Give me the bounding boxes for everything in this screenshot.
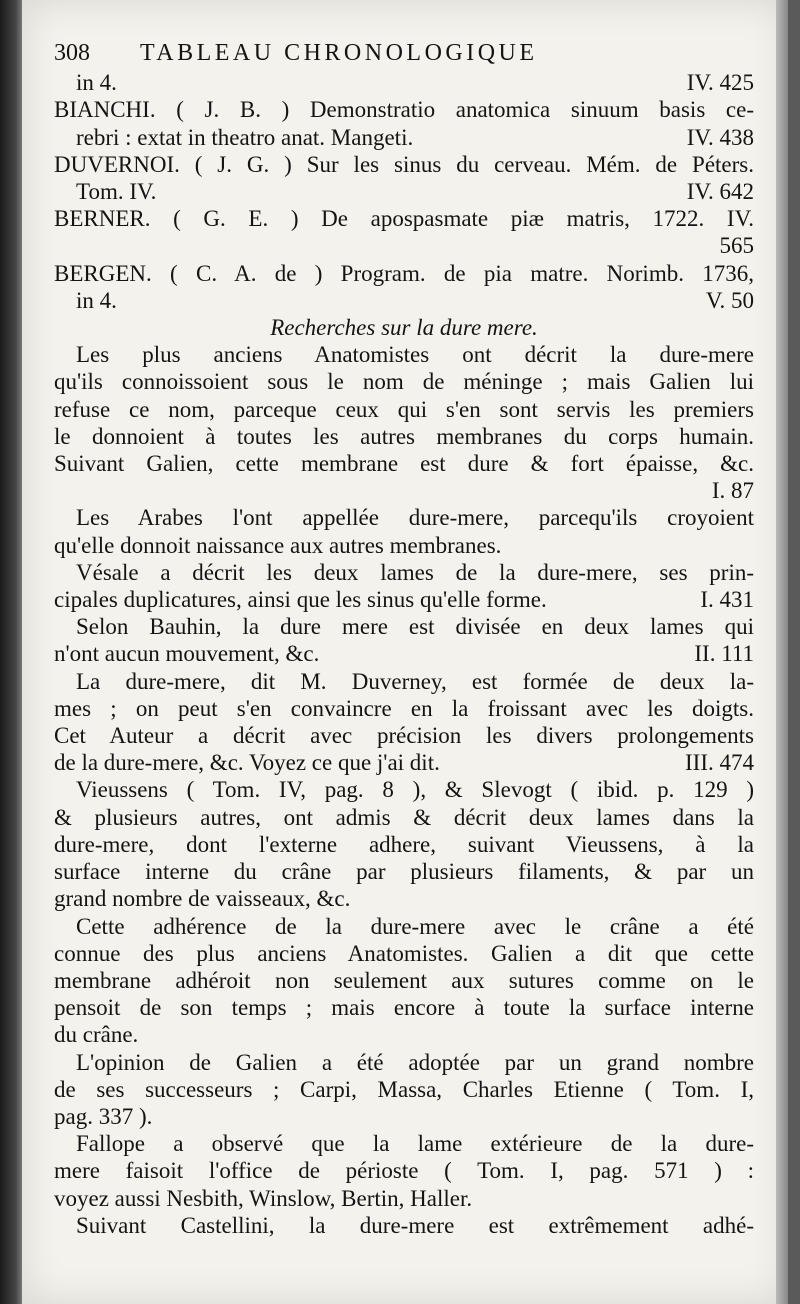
text-line bbox=[54, 1185, 754, 1212]
line-text: pensoit de son temps ; mais encore à toute la surface interne bbox=[54, 995, 754, 1021]
line-text: pag. 337 ). bbox=[54, 1103, 153, 1129]
text-line bbox=[54, 1130, 754, 1157]
book-spine-shadow bbox=[0, 0, 22, 1304]
line-text: cipales duplicatures, ainsi que les sinus qu'elle forme. bbox=[54, 587, 547, 613]
line-text: du crâne. bbox=[54, 1022, 139, 1048]
text-line bbox=[54, 178, 754, 205]
text-line bbox=[54, 314, 754, 341]
text-line bbox=[54, 69, 754, 96]
text-line bbox=[54, 96, 754, 123]
line-text: in 4. bbox=[76, 70, 117, 96]
line-text: membrane adhéroit non seulement aux sutures comme on le bbox=[54, 967, 754, 993]
text-line bbox=[54, 668, 754, 695]
line-text: Vieussens ( Tom. IV, pag. 8 ), & Slevogt ( ibid. p. 129 ) bbox=[76, 777, 754, 803]
page-reference: V. 50 bbox=[705, 287, 754, 313]
text-line bbox=[54, 913, 754, 940]
body-text bbox=[54, 69, 754, 1239]
text-line bbox=[54, 804, 754, 831]
line-text: L'opinion de Galien a été adoptée par un grand nombre bbox=[76, 1049, 754, 1075]
text-line bbox=[54, 885, 754, 912]
line-text: rebri : extat in theatro anat. Mangeti. bbox=[76, 124, 414, 150]
text-line bbox=[54, 368, 754, 395]
line-text: Vésale a décrit les deux lames de la dure-mere, ses prin- bbox=[76, 559, 754, 585]
line-text: mes ; on peut s'en convaincre en la froissant avec les doigts. bbox=[54, 695, 754, 721]
line-text: Cette adhérence de la dure-mere avec le crâne a été bbox=[76, 913, 754, 939]
text-line bbox=[54, 559, 754, 586]
line-text: surface interne du crâne par plusieurs filaments, & par un bbox=[54, 859, 754, 885]
line-text: mere faisoit l'office de périoste ( Tom. I, pag. 571 ) : bbox=[54, 1158, 754, 1184]
line-text: qu'ils connoissoient sous le nom de méninge ; mais Galien lui bbox=[54, 369, 754, 395]
text-line bbox=[54, 260, 754, 287]
line-text: connue des plus anciens Anatomistes. Galien a dit que cette bbox=[54, 940, 754, 966]
text-line bbox=[54, 613, 754, 640]
line-text: Les plus anciens Anatomistes ont décrit la dure-mere bbox=[76, 342, 754, 368]
line-text: BIANCHI. ( J. B. ) Demonstratio anatomica sinuum basis ce- bbox=[54, 97, 754, 123]
text-line bbox=[54, 1021, 754, 1048]
text-line bbox=[54, 586, 754, 613]
text-line bbox=[54, 967, 754, 994]
text-line bbox=[54, 695, 754, 722]
line-text: La dure-mere, dit M. Duverney, est formée de deux la- bbox=[76, 668, 754, 694]
page-reference: III. 474 bbox=[685, 750, 754, 776]
text-line bbox=[54, 341, 754, 368]
line-text: Tom. IV. bbox=[76, 179, 157, 205]
line-text: Suivant Castellini, la dure-mere est extrêmement adhé- bbox=[76, 1212, 754, 1238]
line-text: Fallope a observé que la lame extérieure de la dure- bbox=[76, 1131, 754, 1157]
line-text: dure-mere, dont l'externe adhere, suivant Vieussens, à la bbox=[54, 831, 754, 857]
text-line bbox=[54, 396, 754, 423]
text-line bbox=[54, 450, 754, 477]
text-line bbox=[54, 858, 754, 885]
line-text: & plusieurs autres, ont admis & décrit deux lames dans la bbox=[54, 804, 754, 830]
text-line bbox=[54, 1076, 754, 1103]
text-line bbox=[54, 232, 754, 259]
running-header bbox=[54, 40, 754, 67]
text-line bbox=[54, 776, 754, 803]
text-line bbox=[54, 1212, 754, 1239]
text-line bbox=[54, 1103, 754, 1130]
text-line bbox=[54, 532, 754, 559]
text-line bbox=[54, 287, 754, 314]
page-edge bbox=[776, 0, 788, 1304]
line-text: qu'elle donnoit naissance aux autres membranes. bbox=[54, 532, 502, 558]
line-text: n'ont aucun mouvement, &c. bbox=[54, 641, 320, 667]
text-line bbox=[54, 1049, 754, 1076]
text-line bbox=[54, 940, 754, 967]
running-title: TABLEAU CHRONOLOGIQUE bbox=[140, 40, 538, 66]
line-text: de ses successeurs ; Carpi, Massa, Charles Etienne ( Tom. I, bbox=[54, 1076, 754, 1102]
text-line bbox=[54, 477, 754, 504]
line-text: BERNER. ( G. E. ) De apospasmate piæ matris, 1722. IV. bbox=[54, 206, 754, 232]
page-text bbox=[54, 40, 754, 1239]
text-line bbox=[54, 151, 754, 178]
text-line bbox=[54, 749, 754, 776]
line-text: Cet Auteur a décrit avec précision les divers prolongements bbox=[54, 723, 754, 749]
page-reference: I. 431 bbox=[700, 587, 754, 613]
line-text: le donnoient à toutes les autres membranes du corps humain. bbox=[54, 423, 754, 449]
line-text: DUVERNOI. ( J. G. ) Sur les sinus du cerveau. Mém. de Péters. bbox=[54, 151, 754, 177]
page-reference: II. 111 bbox=[694, 641, 754, 667]
line-text: voyez aussi Nesbith, Winslow, Bertin, Haller. bbox=[54, 1185, 473, 1211]
book-page bbox=[22, 0, 788, 1304]
text-line bbox=[54, 504, 754, 531]
text-line bbox=[54, 124, 754, 151]
line-text: in 4. bbox=[76, 287, 117, 313]
line-text: Recherches sur la dure mere. bbox=[270, 315, 538, 341]
text-line bbox=[54, 994, 754, 1021]
line-text: Selon Bauhin, la dure mere est divisée en deux lames qui bbox=[76, 614, 754, 640]
page-number: 308 bbox=[54, 40, 90, 66]
line-text: grand nombre de vaisseaux, &c. bbox=[54, 886, 351, 912]
line-text: de la dure-mere, &c. Voyez ce que j'ai dit. bbox=[54, 750, 440, 776]
text-line bbox=[54, 1157, 754, 1184]
line-text: BERGEN. ( C. A. de ) Program. de pia matre. Norimb. 1736, bbox=[54, 260, 754, 286]
line-text: 565 bbox=[719, 233, 754, 259]
text-line bbox=[54, 423, 754, 450]
text-line bbox=[54, 205, 754, 232]
text-line bbox=[54, 722, 754, 749]
page-reference: IV. 438 bbox=[686, 124, 754, 150]
line-text: refuse ce nom, parceque ceux qui s'en sont servis les premiers bbox=[54, 396, 754, 422]
line-text: Suivant Galien, cette membrane est dure & fort épaisse, &c. bbox=[54, 451, 754, 477]
text-line bbox=[54, 831, 754, 858]
page-reference: IV. 642 bbox=[686, 179, 754, 205]
line-text: Les Arabes l'ont appellée dure-mere, parcequ'ils croyoient bbox=[76, 505, 754, 531]
line-text: I. 87 bbox=[711, 478, 754, 504]
page-reference: IV. 425 bbox=[686, 70, 754, 96]
text-line bbox=[54, 640, 754, 667]
